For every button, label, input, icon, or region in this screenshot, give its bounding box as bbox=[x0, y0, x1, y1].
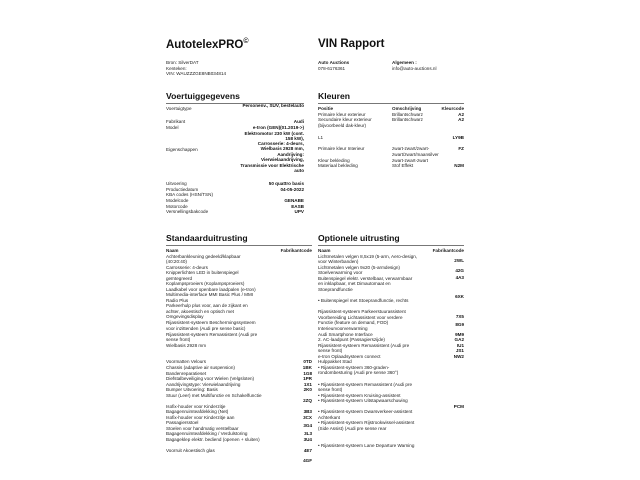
colors-row-description: zwart-zwart/zwart-zwart/zwart/maansilver bbox=[392, 146, 439, 157]
standard-item-name: Bagagenruimteafdekking / Verdulstoring bbox=[166, 431, 248, 436]
colors-header-description: Omschrijving bbox=[392, 106, 422, 111]
standard-item-code: 1PR bbox=[303, 376, 312, 381]
standard-item-code: 2ZQ bbox=[303, 397, 312, 403]
colors-row-position: Secundaire kleur exterieur (bijvoorbeeld dak-kleur) bbox=[318, 117, 372, 128]
standard-item-name: Carrosserie: 4-deurs bbox=[166, 264, 208, 270]
colors-row-code: FZ bbox=[458, 146, 464, 151]
vehicle-row-value: GENABE bbox=[284, 198, 304, 203]
brand-title: AutotelexPRO© bbox=[166, 38, 249, 51]
vehicle-section-title: Voertuiggegevens bbox=[166, 91, 240, 101]
standard-item-code: 4GF bbox=[303, 458, 312, 463]
colors-row-code: N2M bbox=[454, 163, 464, 168]
optional-item-name: Lichtmetalen velgen 8,5x19 (5-arm, Aero-design, voor Winterbanden) bbox=[318, 253, 418, 265]
vehicle-row-value: Personenv., SUV, bestelauto bbox=[242, 103, 304, 108]
optional-item-name: • Rijassistent-systeem Rijstrookwissel-assistent (Side Assist) (Audi pre sense rear bbox=[318, 420, 415, 431]
standard-item-code: 1BK bbox=[302, 365, 312, 370]
optional-item-code: 6XK bbox=[455, 294, 464, 299]
vehicle-row-value: e-tron (GEN)(01.2019->) Elektromotor 230 kW (cont. 158 kW), bbox=[244, 125, 304, 142]
colors-row-description: Brillantschwarz bbox=[392, 117, 423, 122]
vin-line: VIN: WAUZZZGE8NB034814 bbox=[166, 71, 227, 76]
optional-item-name: • Rijassistent-systeem Dwarsverkeer-assistent Achterkant bbox=[318, 409, 413, 420]
standard-header-name: Naam bbox=[166, 248, 179, 253]
vehicle-row-label: Voertuigtype bbox=[166, 106, 192, 111]
optional-item-name: Audi Smartphone Interface bbox=[318, 331, 373, 337]
optional-item-code: NW2 bbox=[453, 353, 464, 359]
report-title: VIN Rapport bbox=[318, 38, 385, 50]
standard-item-code: 3G4 bbox=[303, 423, 312, 428]
standard-item-name: Multimedia-interface MMI Basic Plus / MMI Radio Plus bbox=[166, 292, 254, 303]
optional-item-name: Voorbereiding Lichtassistent voor verdere Functie (feature on demand, FOD) bbox=[318, 314, 403, 326]
optional-item-code: 7X5 bbox=[455, 314, 464, 319]
standard-item-name: Bagagenruimteafdekking (Net) bbox=[166, 409, 229, 414]
colors-header-position: Positie bbox=[318, 106, 334, 111]
optional-header-name: Naam bbox=[318, 248, 331, 253]
standard-item-name: Wielbasis 2928 mm bbox=[166, 342, 207, 348]
colors-header-code: Kleurcode bbox=[441, 106, 464, 111]
standard-item-name: Koplampsproeiers (Koplampsproeiers) bbox=[166, 281, 245, 286]
optional-item-code: 8G9 bbox=[455, 322, 464, 327]
vehicle-row-value: UPV bbox=[294, 209, 304, 214]
optional-item-code: GA2 bbox=[454, 337, 464, 342]
optional-item-name: e-tron Oplaadsysteem connect bbox=[318, 353, 381, 359]
vehicle-row-label: Productiedatum bbox=[166, 186, 199, 192]
vehicle-row-label: Eigenschappen bbox=[166, 147, 198, 152]
contact-email[interactable]: info@auto-auctions.nl bbox=[392, 65, 437, 71]
vehicle-row-value: 04-05-2022 bbox=[280, 186, 304, 192]
optional-item-name: Interieurvoorverwarming bbox=[318, 326, 368, 331]
contact-phone[interactable]: 078-6176361 bbox=[318, 65, 346, 71]
standard-item-name: Laadkabel voor openbare laadpalen (e-tron) bbox=[166, 286, 256, 292]
optional-header-code: Fabrikantcode bbox=[432, 248, 464, 253]
optional-item-name: • Rijassistent-systeem Kruising-assistent bbox=[318, 392, 401, 398]
optional-item-name: Stoelverwarming voor bbox=[318, 270, 363, 275]
optional-item-name: Rijassistent-systeem Parkeerstuurassistent bbox=[318, 309, 406, 314]
standard-item-name: Voorruit Akoestisch glas bbox=[166, 447, 215, 453]
standard-item-name: Diefstalbeveiliging voor Wielen (Velgsloten) bbox=[166, 376, 255, 381]
standard-item-name: Voormatten Velours bbox=[166, 359, 207, 364]
standard-item-code: 3U4 bbox=[303, 436, 312, 442]
colors-row-code: A2 bbox=[458, 111, 464, 117]
standard-divider bbox=[166, 245, 312, 246]
optional-item-name: • Rijassistent-systeem 360-graden-rondombesturing (Audi pre sense 360°) bbox=[318, 364, 399, 376]
copyright-mark: © bbox=[243, 38, 249, 45]
optional-item-code: 42G bbox=[455, 268, 464, 273]
colors-divider bbox=[318, 103, 464, 104]
vehicle-row-label: Versnellingsbakcode bbox=[166, 209, 209, 214]
colors-row-position: Kleur bekleding bbox=[318, 157, 350, 163]
optional-item-code: JS1 bbox=[455, 348, 464, 353]
standard-item-code: 4E7 bbox=[303, 447, 312, 453]
license-plate-line: Kenteken: bbox=[166, 65, 187, 71]
vehicle-row-label: Uitvoering bbox=[166, 181, 187, 186]
standard-item-name: Bagageklep elektr. bediend (openen + sluiten) bbox=[166, 436, 260, 442]
colors-row-position: L1 bbox=[318, 134, 324, 140]
vehicle-row-value: EASB bbox=[291, 203, 304, 209]
standard-item-code: 2K0 bbox=[303, 387, 312, 392]
vehicle-row-label: Fabrikant bbox=[166, 119, 186, 124]
optional-item-code: 9M9 bbox=[455, 331, 464, 337]
vehicle-row-value: Audi bbox=[293, 119, 304, 124]
colors-row-position: Materiaal bekleding bbox=[318, 163, 358, 168]
standard-item-name: Bandenreparatieset bbox=[166, 370, 207, 376]
standard-item-name: Aandrijvingstype: Vierwielaandrijving bbox=[166, 381, 241, 387]
vehicle-row-label: Modelcode bbox=[166, 198, 189, 203]
optional-item-name: • Rijassistent-systeem Remassistent (Audi pre sense front) bbox=[318, 381, 413, 393]
vehicle-row-label: Model bbox=[166, 125, 179, 130]
vehicle-row-label: Motorcode bbox=[166, 203, 188, 209]
colors-row-code: A2 bbox=[458, 117, 464, 122]
colors-section-title: Kleuren bbox=[318, 91, 350, 101]
optional-item-name: • Buitenspiegel met Stoeprandfunctie, rechts bbox=[318, 298, 409, 303]
standard-item-name: Rijassistent-systeem Beschermingssysteem voor inzittenden (Audi pre sense basic) bbox=[166, 320, 256, 331]
standard-item-code: 3B3 bbox=[303, 409, 312, 414]
standard-section-title: Standaarduitrusting bbox=[166, 233, 248, 243]
vehicle-row-label: KBA codes (HSN/TSN) bbox=[166, 192, 213, 197]
standard-item-name: Achterbankleuning gedeeld/klapbaar (40:20:40) bbox=[166, 253, 241, 265]
standard-item-name: Rijassistent-systeem Remassistent (Audi pre sense front) bbox=[166, 331, 258, 343]
standard-item-name: Chassis (adaptive air suspension) bbox=[166, 365, 235, 370]
colors-row-code: LY9B bbox=[452, 134, 464, 140]
standard-item-name: Knipperlichten LED in buitenspiegel geïntegreerd bbox=[166, 270, 239, 281]
optional-section-title: Optionele uitrusting bbox=[318, 233, 400, 243]
standard-item-name: Stoelen voor handmatig verstelbaar bbox=[166, 425, 239, 431]
colors-row-description: zwart-zwart-zwart bbox=[392, 157, 428, 163]
general-label: Algemeen : bbox=[392, 60, 417, 65]
optional-item-name: Buitenspiegel elektr. verstelbaar, verwarmbaar en inklapbaar, met Dimautomaat en Stoeprandfunctie bbox=[318, 275, 413, 292]
optional-item-name: • Rijassistent-systeem Lane Departure Warning bbox=[318, 442, 415, 448]
colors-row-position: Primaire kleur Interieur bbox=[318, 146, 365, 151]
optional-item-code: IU1 bbox=[456, 342, 464, 348]
optional-item-name: 2. AC-laadpunt (Passagierszijde) bbox=[318, 337, 385, 342]
vehicle-row-value: 50 quattro basis bbox=[268, 181, 304, 186]
standard-item-name: Parkeerhulp plus voor, aan de zijkant en achter, akoestisch en optisch met Omgevingsdisplay bbox=[166, 303, 248, 320]
vehicle-row-value: Carrosserie: 4-deurs, Wielbasis 2928 mm, Aandrijving: Vierwielaandrijving, Transmissie voor Elektrische auto bbox=[240, 140, 304, 174]
optional-item-name: • Rijassistent-systeem Uitstapwaarschuwing bbox=[318, 398, 408, 403]
standard-item-code: 3CX bbox=[303, 414, 312, 420]
standard-item-name: Isofix-houder voor Kinderzitje bbox=[166, 403, 226, 409]
optional-item-name: Rijassistent-systeem Remassistent (Audi pre sense front) bbox=[318, 342, 410, 354]
source-line: Bron: SilverDAT bbox=[166, 60, 199, 65]
optional-divider bbox=[318, 245, 464, 246]
standard-item-name: Bumper Uitvoering: Basis bbox=[166, 387, 218, 392]
optional-item-name: Lichtmetalen velgen 9x20 (5-armdesign) bbox=[318, 264, 400, 270]
standard-item-code: 3L3 bbox=[304, 431, 312, 436]
optional-item-code: 2WL bbox=[454, 258, 464, 263]
standard-item-code: 1G8 bbox=[303, 370, 312, 376]
optional-item-code: PCM bbox=[453, 403, 464, 409]
standard-item-code: 0TD bbox=[303, 359, 312, 364]
standard-item-code: 1X1 bbox=[303, 381, 312, 387]
colors-row-description: Stof Effekt bbox=[392, 163, 414, 168]
colors-row-position: Primaire kleur exterieur bbox=[318, 111, 366, 117]
standard-header-code: Fabrikantcode bbox=[280, 248, 312, 253]
optional-item-name: Hulppakket Stad bbox=[318, 359, 352, 364]
standard-item-name: Isofix-houder voor Kinderzitje aan Passagiersstoel bbox=[166, 414, 235, 426]
optional-item-code: 4A3 bbox=[455, 275, 464, 280]
standard-item-name: Stuur (Leer) met Multifunctie en Schakelfunctie bbox=[166, 392, 262, 398]
contact-name: Auto Auctions bbox=[318, 60, 350, 65]
colors-row-description: Brillantschwarz bbox=[392, 111, 423, 117]
